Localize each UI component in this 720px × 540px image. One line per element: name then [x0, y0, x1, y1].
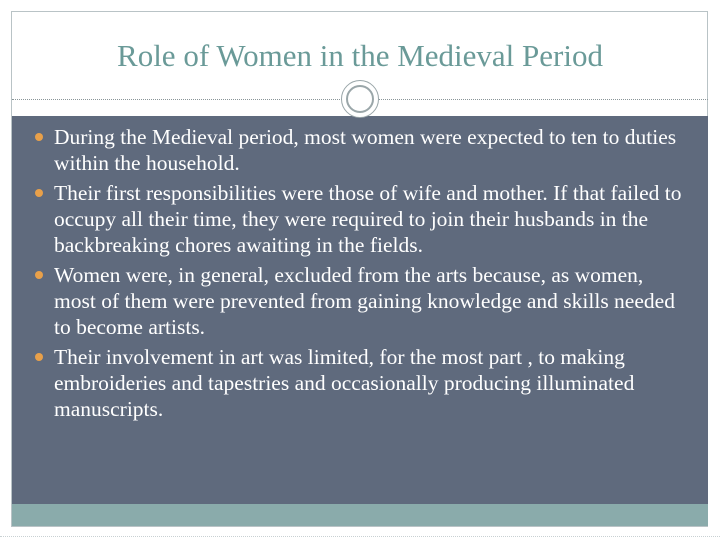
circle-bullet-icon — [35, 189, 43, 197]
bullet-item — [34, 344, 684, 422]
circle-bullet-icon — [35, 133, 43, 141]
bullet-text: Their first responsibilities were those of wife and mother. If that failed to occupy all their time, they were required to join their husbands in the backbreaking chores awaiting in the fields. — [54, 181, 682, 257]
bullet-text: During the Medieval period, most women were expected to ten to duties within the household. — [54, 125, 677, 175]
bullet-item — [34, 180, 684, 258]
bottom-dotted-line — [0, 536, 720, 537]
slide-title: Role of Women in the Medieval Period — [117, 38, 603, 73]
bullet-item — [34, 262, 684, 340]
bullet-text: Women were, in general, excluded from the arts because, as women, most of them were prevented from gaining knowledge and skills needed to become artists. — [54, 263, 675, 339]
bullet-list — [12, 116, 708, 422]
double-circle-ornament-icon — [341, 80, 379, 118]
footer-bar — [12, 504, 708, 526]
bullet-item — [34, 124, 684, 176]
bullet-text: Their involvement in art was limited, for the most part , to making embroideries and tapestries and occasionally producing illuminated manuscripts. — [54, 345, 635, 421]
circle-bullet-icon — [35, 271, 43, 279]
circle-bullet-icon — [35, 353, 43, 361]
ornament-inner-ring — [346, 85, 374, 113]
content-panel — [12, 116, 708, 504]
